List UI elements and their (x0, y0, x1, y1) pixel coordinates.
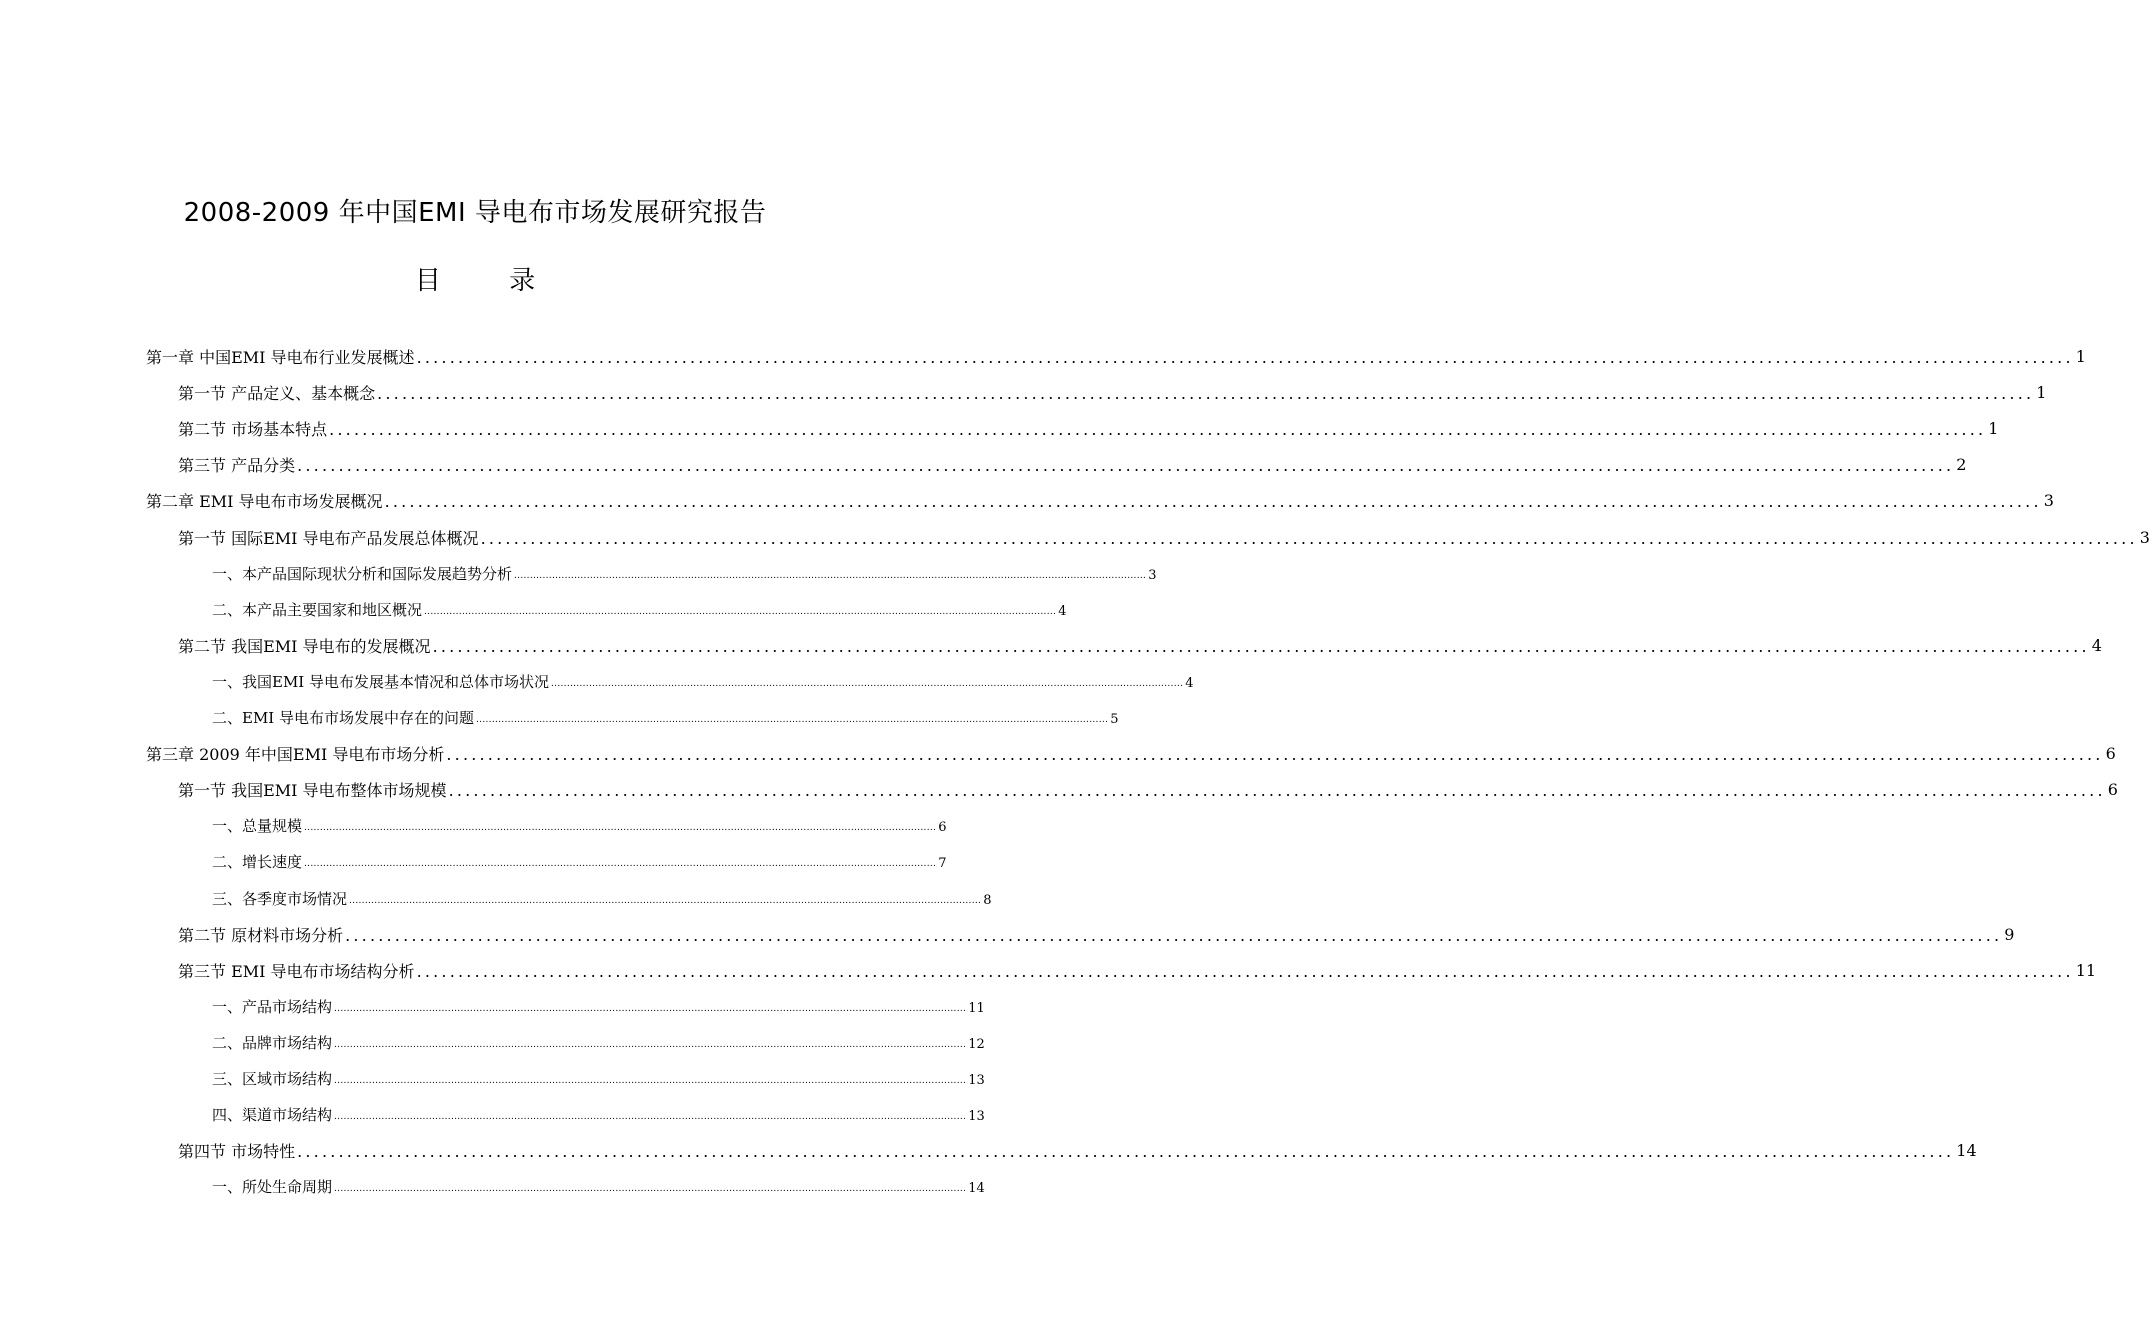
toc-entry-label: 三、各季度市场情况 (212, 889, 348, 908)
toc-page-number: 6 (2107, 779, 2118, 799)
toc-dot-leader: ........................................................................................................................................................................................................ (384, 491, 2042, 511)
toc-entry[interactable] (178, 919, 2015, 949)
toc-page-number: 3 (2139, 527, 2150, 547)
toc-entry-label: 二、增长速度 (212, 852, 303, 871)
toc-entry-label: 一、所处生命周期 (212, 1177, 333, 1196)
toc-page-number: 14 (1956, 1140, 1977, 1160)
toc-entry-label: 一、我国EMI 导电布发展基本情况和总体市场状况 (212, 672, 550, 691)
toc-entry[interactable] (212, 1027, 985, 1057)
toc-entry[interactable] (212, 702, 1119, 732)
toc-entry-label: 第三章 2009 年中国EMI 导电布市场分析 (146, 744, 445, 764)
toc-page-number: 8 (983, 892, 992, 908)
toc-page-number: 1 (2075, 346, 2086, 366)
toc-entry-label: 第一章 中国EMI 导电布行业发展概述 (146, 347, 415, 367)
toc-entry[interactable] (178, 377, 2047, 407)
toc-entry-label: 第一节 国际EMI 导电布产品发展总体概况 (178, 528, 479, 548)
toc-entry[interactable] (178, 774, 2118, 804)
toc-dot-leader: ........................................................................................................................................................................................................ (432, 636, 2090, 656)
toc-dot-leader: ........................................................................................................................................................................................................ (416, 347, 2074, 367)
toc-entry-label: 第二节 市场基本特点 (178, 419, 328, 439)
toc-page-number: 3 (2043, 490, 2054, 510)
toc-dot-leader: ........................................................................................................................................................................................................ (297, 455, 1955, 475)
toc-entry-label: 第二节 原材料市场分析 (178, 925, 344, 945)
toc-dot-leader: ........................................................................................................................................................................................................ (416, 961, 2074, 981)
toc-entry-label: 第一节 产品定义、基本概念 (178, 383, 376, 403)
toc-entry[interactable] (178, 955, 2097, 985)
toc-page-number: 9 (2004, 924, 2015, 944)
toc-dot-leader: ........................................................................................................................................................................................................ (349, 896, 982, 906)
toc-dot-leader: ........................................................................................................................................................................................................ (448, 780, 2106, 800)
toc-page-number: 4 (2091, 635, 2102, 655)
toc-page-number: 6 (2105, 743, 2116, 763)
toc-dot-leader: ........................................................................................................................................................................................................ (297, 1141, 1955, 1161)
toc-entry-label: 一、本产品国际现状分析和国际发展趋势分析 (212, 564, 513, 583)
toc-entry[interactable] (146, 738, 2116, 768)
toc-page-number: 11 (2075, 960, 2097, 980)
toc-page-number: 7 (938, 855, 947, 871)
toc-entry[interactable] (178, 630, 2102, 660)
toc-page-number: 4 (1058, 603, 1067, 619)
toc-entry-label: 二、EMI 导电布市场发展中存在的问题 (212, 708, 475, 727)
toc-page-number: 4 (1185, 675, 1194, 691)
toc-entry[interactable] (146, 485, 2054, 515)
toc-page-number: 1 (1988, 418, 1999, 438)
toc-dot-leader: ........................................................................................................................................................................................................ (304, 823, 937, 833)
toc-entry[interactable] (212, 991, 985, 1021)
toc-entry-label: 一、产品市场结构 (212, 997, 333, 1016)
toc-page-number: 13 (968, 1072, 985, 1088)
toc-entry[interactable] (212, 666, 1194, 696)
document-title: 2008-2009 年中国EMI 导电布市场发展研究报告 (183, 198, 767, 228)
toc-page-number: 6 (938, 819, 947, 835)
toc-dot-leader: ........................................................................................................................................................................................................ (334, 1076, 967, 1086)
toc-entry[interactable] (178, 449, 1967, 479)
toc-page-number: 14 (968, 1180, 985, 1196)
toc-dot-leader: ........................................................................................................................................................................................................ (424, 607, 1057, 617)
toc-entry-label: 第三节 产品分类 (178, 455, 296, 475)
toc-entry-label: 二、本产品主要国家和地区概况 (212, 600, 423, 619)
toc-page-number: 1 (2036, 382, 2047, 402)
toc-dot-leader: ........................................................................................................................................................................................................ (345, 925, 2003, 945)
toc-dot-leader: ........................................................................................................................................................................................................ (334, 1184, 967, 1194)
toc-entry-label: 第二章 EMI 导电布市场发展概况 (146, 491, 383, 511)
toc-page-number: 5 (1110, 711, 1119, 727)
toc-entry-label: 一、总量规模 (212, 816, 303, 835)
toc-entry-label: 三、区域市场结构 (212, 1069, 333, 1088)
toc-entry[interactable] (212, 1171, 985, 1201)
toc-entry[interactable] (212, 810, 947, 840)
toc-dot-leader: ........................................................................................................................................................................................................ (480, 528, 2138, 548)
toc-entry-label: 第三节 EMI 导电布市场结构分析 (178, 961, 415, 981)
toc-dot-leader: ........................................................................................................................................................................................................ (334, 1040, 967, 1050)
toc-heading: 目 录 (414, 266, 566, 296)
toc-entry-label: 第一节 我国EMI 导电布整体市场规模 (178, 780, 447, 800)
toc-entry[interactable] (178, 413, 1999, 443)
toc-dot-leader: ........................................................................................................................................................................................................ (334, 1004, 967, 1014)
toc-dot-leader: ........................................................................................................................................................................................................ (476, 715, 1109, 725)
toc-entry-label: 第二节 我国EMI 导电布的发展概况 (178, 636, 431, 656)
toc-entry-label: 第四节 市场特性 (178, 1141, 296, 1161)
toc-entry-label: 二、品牌市场结构 (212, 1033, 333, 1052)
toc-entry-label: 四、渠道市场结构 (212, 1105, 333, 1124)
toc-page-number: 2 (1956, 454, 1967, 474)
toc-page-number: 3 (1148, 567, 1157, 583)
toc-page-number: 12 (968, 1036, 985, 1052)
toc-page-number: 13 (968, 1108, 985, 1124)
toc-entry[interactable] (212, 883, 992, 913)
toc-dot-leader: ........................................................................................................................................................................................................ (551, 679, 1184, 689)
toc-entry[interactable] (146, 341, 2086, 371)
toc-dot-leader: ........................................................................................................................................................................................................ (304, 859, 937, 869)
toc-dot-leader: ........................................................................................................................................................................................................ (377, 383, 2035, 403)
toc-entry[interactable] (178, 1135, 1977, 1165)
toc-entry[interactable] (212, 558, 1157, 588)
toc-dot-leader: ........................................................................................................................................................................................................ (514, 571, 1147, 581)
toc-entry[interactable] (212, 594, 1067, 624)
toc-entry[interactable] (212, 846, 947, 876)
toc-entry[interactable] (212, 1063, 985, 1093)
toc-dot-leader: ........................................................................................................................................................................................................ (334, 1112, 967, 1122)
toc-dot-leader: ........................................................................................................................................................................................................ (446, 744, 2104, 764)
toc-entry[interactable] (212, 1099, 985, 1129)
toc-page-number: 11 (968, 1000, 985, 1016)
toc-dot-leader: ........................................................................................................................................................................................................ (329, 419, 1987, 439)
toc-entry[interactable] (178, 522, 2150, 552)
